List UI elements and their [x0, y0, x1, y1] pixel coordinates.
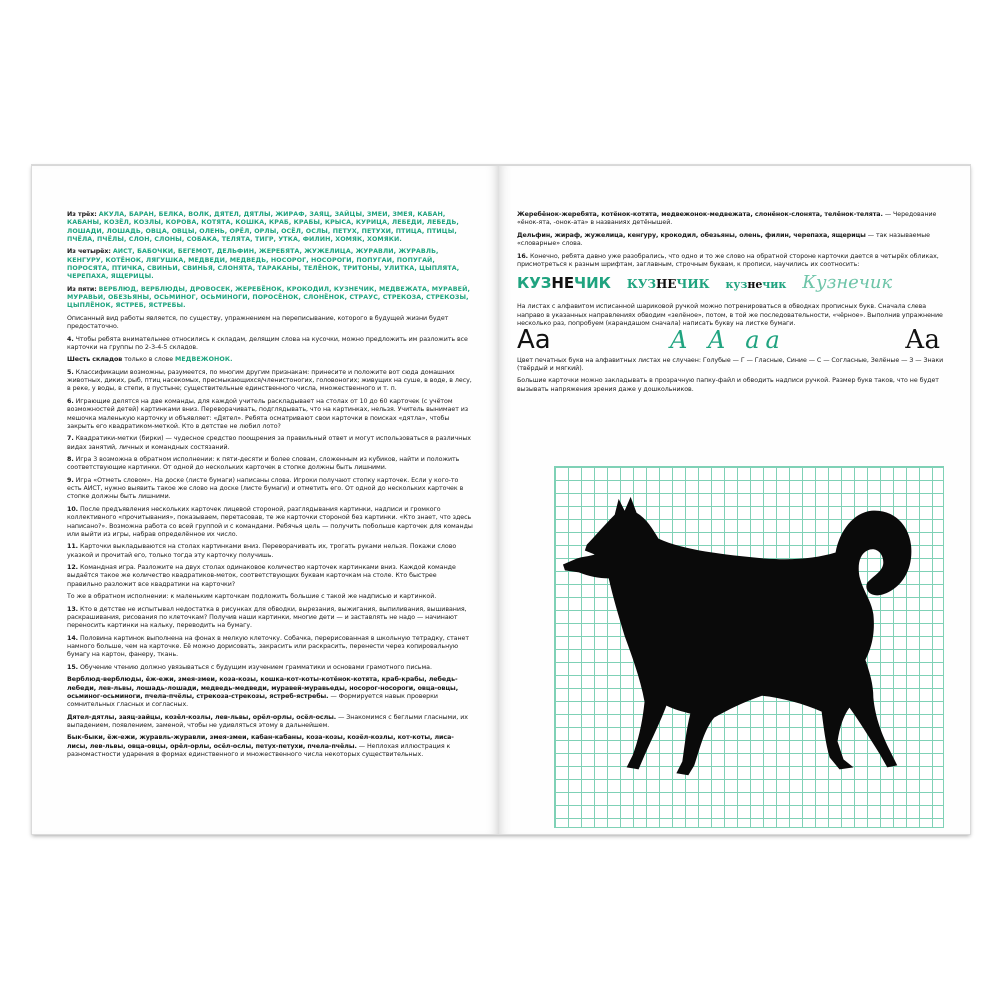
word-variant-sans: КУЗНЕЧИК: [517, 274, 611, 293]
paragraph-13: 13. Кто в детстве не испытывал недостатка в рисунках для обводки, вырезания, выжигания, выпиливания, вышивания, раскрашивания, рисования по клеточкам? Получив наши картинки, многие дети — и заставлять не надо — начинают переносить картинки на кальку, переводить на бумагу.: [67, 605, 467, 630]
paragraph-four-syllables: Из четырёх: АИСТ, БАБОЧКИ, БЕГЕМОТ, ДЕЛЬФИН, ЖЕРЕБЯТА, ЖУЖЕЛИЦА, ЖУРАВЛИ, ЖУРАВЛЬ, КЕНГУРУ, КОТЁНОК, ЛЯГУШКА, МЕДВЕДИ, МЕДВЕДЬ, НОСОРОГ, НОСОРОГИ, ПОПУГАИ, ПОПУГАЙ, ПОРОСЯТА, ПТИЧКА, СВИНЬИ, СВИНЬЯ, СЛОНЯТА, ТАРАКАНЫ, ТЕЛЁНОК, ТРИТОНЫ, УЛИТКА, ЦЫПЛЯТА, ЧЕРЕПАХА, ЯЩЕРИЦЫ.: [67, 248, 460, 281]
paragraph-6: 6. Играющие делятся на две команды, для каждой учитель раскладывает на столах от 10 до 60 карточек (с учётом возможностей детей) картинками вниз. Переворачивать, подглядывать, что на картинках, нельзя. Учитель вынимает из мешочка маленькую карточку и объявляет: «Дятел». Ребята осматривают свои карточки в поисках «дятла», чтобы закрыть его квадратиком-меткой. Кто в детстве не любил лото?: [67, 397, 469, 430]
paragraph-15: 15. Обучение чтению должно увязываться с будущим изучением грамматики и основами грамотного письма.: [67, 663, 432, 671]
paragraph-young-animals: Жеребёнок-жеребята, котёнок-котята, медвежонок-медвежата, слонёнок-слонята, телёнок-телята. — Чередование «ёнок-ята, -онок-ата» в названиях детёнышей.: [517, 211, 937, 227]
paragraph-letter-colors: Цвет печатных букв на алфавитных листах не случаен: Голубые — Г — Гласные, Синие — С — Согласные, Зелёные — З — Знаки (твёрдый и мягкий).: [517, 356, 944, 372]
paragraph-five-syllables: Из пяти: ВЕРБЛЮД, ВЕРБЛЮДЫ, ДРОВОСЕК, ЖЕРЕБЁНОК, КРОКОДИЛ, КУЗНЕЧИК, МЕДВЕЖАТА, МУРАВЕЙ, МУРАВЬИ, ОБЕЗЬЯНЫ, ОСЬМИНОГ, ОСЬМИНОГИ, ПОРОСЁНОК, СЛОНЁНОК, СТРАУС, СТРЕКОЗА, СТРЕКОЗЫ, ЦЫПЛЁНОК, ЯСТРЕБ, ЯСТРЕБЫ.: [67, 285, 470, 310]
letter-samples-row: [517, 325, 944, 356]
letter-sample-serif: Аа: [904, 325, 940, 356]
paragraph-16: 16. Конечно, ребята давно уже разобрались, что одно и то же слово на обратной стороне карточки дается в четырёх обликах, присмотреться к разным шрифтам, заглавным, строчным буквам, к прописи, научились их соотносить:: [517, 252, 939, 268]
word-variant-serif: КУЗНЕЧИК: [626, 277, 710, 292]
paragraph-big-cards: Большие карточки можно закладывать в прозрачную папку-файл и обводить надписи ручкой. Размер букв таков, что не будет вызывать напряжения зрения даже у дошкольников.: [517, 377, 939, 393]
paragraph-12: 12. Командная игра. Разложите на двух столах одинаковое количество карточек картинками вниз. Каждой команде выдаётся такое же количество квадратиков-меток, соответствующих буквам карточкам на столе. Кто быстрее правильно разложит все квадратики на карточки?: [67, 564, 456, 588]
paragraph-three-syllables: Из трёх: АКУЛА, БАРАН, БЕЛКА, ВОЛК, ДЯТЕЛ, ДЯТЛЫ, ЖИРАФ, ЗАЯЦ, ЗАЙЦЫ, ЗМЕИ, ЗМЕЯ, КАБАН, КАБАНЫ, КОЗЁЛ, КОЗЛЫ, КОРОВА, КОТЯТА, КОШКА, КРАБ, КРАБЫ, КРЫСА, КУРИЦА, ЛЕБЕДИ, ЛЕБЕДЬ, ЛОШАДИ, ЛОШАДЬ, ОВЦА, ОВЦЫ, ОЛЕНЬ, ОРЁЛ, ОРЛЫ, ОСЁЛ, ОСЛЫ, ПЕТУХ, ПЕТУХИ, ПТИЦА, ПТИЦЫ, ПЧЁЛА, ПЧЁЛЫ, СЛОН, СЛОНЫ, СОБАКА, ТЕЛЯТА, ТИГР, УТКА, ФИЛИН, ХОМЯК, ХОМЯКИ.: [67, 211, 459, 243]
paragraph-pairs-3: Бык-быки, ёж-ежи, журавль-журавли, змея-змеи, кабан-кабаны, коза-козы, козёл-козлы, кот-коты, лиса-лисы, лев-львы, овца-овцы, орёл-орлы, осёл-ослы, петух-петухи, пчела-пчёлы. — Неплохая иллюстрация к разномастности ударения в формах единственного и множественного числа некоторых существительных.: [67, 734, 454, 759]
word-variants-row: [517, 272, 944, 294]
paragraph-10: 10. После предъявления нескольких карточек лицевой стороной, разглядывания картинки, надписи и громкого коллективного «прочитывания», показываем, перетасовав, те же карточки стороной без картинки. «Кто знает, что здесь написано?». Возможна работа со всей группой и с командами. Ребячья цель — получить побольше карточек для команды или выйти из игры, набрав определённое их число.: [67, 505, 473, 538]
book-spread: [32, 165, 970, 834]
paragraph-dictionary-words: Дельфин, жираф, жужелица, кенгуру, крокодил, обезьяны, олень, филин, черепаха, ящерицы — так называемые «словарные» слова.: [517, 231, 930, 248]
paragraph-14: 14. Половина картинок выполнена на фонах в мелкую клеточку. Собачка, перерисованная в школьную тетрадку, станет намного больше, чем на карточке. Её можно дорисовать, закрасить или раскрасить, перенести через копировальную бумагу на картон, фанеру, ткань.: [67, 634, 469, 659]
letter-sample-cursive: А А аа: [669, 326, 786, 355]
paragraph-7: 7. Квадратики-метки (бирки) — чудесное средство поощрения за правильный ответ и могут использоваться в различных видах занятий, личных и командных состязаний.: [67, 435, 471, 451]
grid-illustration: [554, 466, 944, 828]
paragraph-reverse: То же в обратном исполнении: к маленьким карточкам подложить большие с такой же надписью и картинкой.: [67, 593, 437, 601]
right-page-text: [517, 211, 944, 398]
paragraph-8: 8. Игра 3 возможна в обратном исполнении: к пяти-десяти и более словам, сложенным из кубиков, найти и положить соответствующие картинки. От одной до нескольких карточек в стопке должны быть лишними.: [67, 456, 460, 472]
paragraph-pairs-2: Дятел-дятлы, заяц-зайцы, козёл-козлы, лев-львы, орёл-орлы, осёл-ослы. — Знакомимся с беглыми гласными, их выпадением, появлением, заменой, чтобы не удивляться этому в дальнейшем.: [67, 713, 468, 729]
paragraph-9: 9. Игра «Отметь словом». На доске (листе бумаги) написаны слова. Игроки получают стопку карточек. Если у кого-то есть АИСТ, нужно выявить такое же слово на доске (листе бумаги) и отметить его. От одной до нескольких карточек в стопке должны быть лишними.: [67, 476, 464, 501]
dog-shape: [563, 497, 911, 775]
dog-silhouette-icon: [555, 467, 943, 827]
paragraph-11: 11. Карточки выкладываются на столах картинками вниз. Переворачивать их, трогать руками нельзя. Покажи слово указкой и прочитай его, только тогда эту карточку получишь.: [67, 543, 457, 559]
letter-sample-sans: Аа: [517, 325, 551, 356]
paragraph-pairs-1: Верблюд-верблюды, ёж-ежи, змея-змеи, коза-козы, кошка-кот-коты-котёнок-котята, краб-крабы, лебедь-лебеди, лев-львы, лошадь-лошади, медведь-медведи, муравей-муравьеды, носорог-носороги, овца-овцы, осьминог-осьминоги, пчела-пчёлы, стрекоза-стрекозы, ястреб-ястребы. — Формируется навык проверки сомнительных гласных и согласных.: [67, 676, 459, 709]
paragraph-4: 4. Чтобы ребята внимательнее относились к складам, делящим слова на кусочки, можно предложить им разложить все карточки на группы по 2-3-4-5 складов.: [67, 335, 468, 351]
paragraph-six-syllables: Шесть складов только в слове МЕДВЕЖОНОК.: [67, 356, 233, 364]
word-variant-lowercase: кузнечик: [725, 278, 787, 292]
paragraph-5: 5. Классификации возможны, разумеется, по многим другим признакам: принесите и положите вот сюда домашних животных, диких, рыб, птиц насекомых, пресмыкающихся/членистоногих, головоногих; живущих на суше, в воде, в лесу, в реке, у воды, в степи, в пустыне; существительные единственного числа, множественного и т. п.: [67, 368, 472, 393]
paragraph-description: Описанный вид работы является, по существу, упражнением на переписывание, которого в будущей жизни будет предостаточно.: [67, 314, 449, 331]
right-page: [499, 166, 970, 834]
paragraph-alphabet: На листах с алфавитом исписанной шариковой ручкой можно потренироваться в обводках прописных букв. Сначала слева направо в указанных направлениях обводим «зелёное», потом, в той же последовательности, «чёрное». Выполнив упражнение несколько раз, попробуем (карандашом сначала) написать букву на листке бумаги.: [517, 303, 943, 328]
word-variant-cursive: Кузнечик: [802, 272, 893, 294]
left-page-text: [67, 211, 473, 764]
left-page: [32, 166, 499, 834]
